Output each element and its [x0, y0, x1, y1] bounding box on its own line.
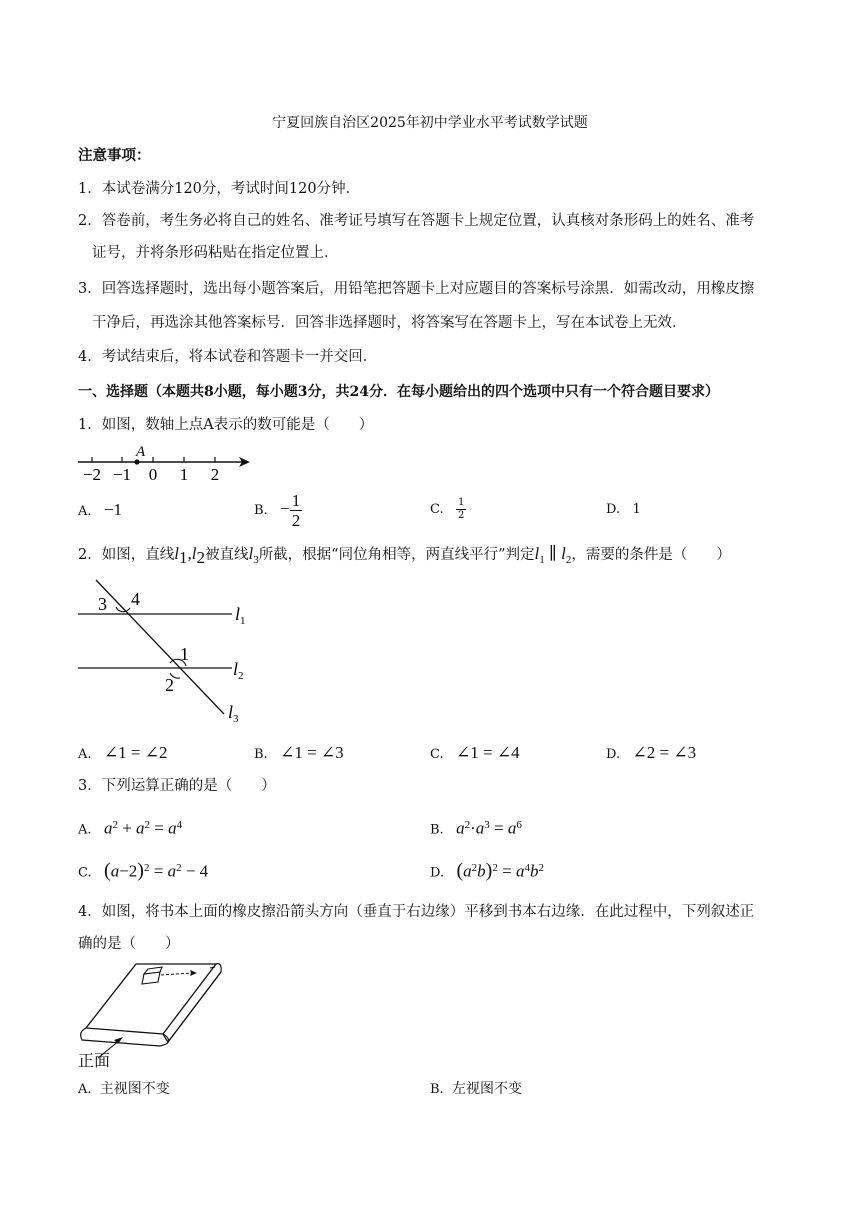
q4-stem-line1: 4．如图，将书本上面的橡皮擦沿箭头方向（垂直于右边缘）平移到书本右边缘．在此过程中，下列叙述正 [78, 904, 755, 920]
fraction: $\frac{1}{2}$ [291, 491, 301, 530]
angle-3-label: 3 [98, 594, 107, 614]
angle-4-label: 4 [131, 589, 140, 609]
tick-label: −1 [112, 465, 132, 484]
q1-option-a: A. −1 [78, 500, 123, 519]
q1-option-c: C. $\frac{1}{2}$ [430, 497, 465, 521]
tick-label: 1 [179, 465, 189, 484]
q2-stem: 2．如图，直线$l_1,l_2$被直线$l_3$所截，根据“同位角相等，两直线平行”判定$l_1$ ∥ $l_2$，需要的条件是（ ） [78, 544, 731, 567]
parallel-lines-figure [76, 574, 256, 729]
q2-option-c: C. ∠1 = ∠4 [430, 743, 520, 762]
q1-option-b: B. − $\frac{1}{2}$ [254, 491, 301, 530]
q3-option-c: C. $(a-2)^2 = a^2 - 4$ [78, 859, 209, 882]
number-line-figure [76, 440, 256, 485]
q1-option-d: D. 1 [606, 502, 641, 517]
tick-label: −2 [82, 465, 102, 484]
notice-item-2-cont: 证号，并将条形码粘贴在指定位置上． [92, 245, 339, 261]
notice-item-3: 3．回答选择题时，选出每小题答案后，用铅笔把答题卡上对应题目的答案标号涂黑．如需改动，用橡皮擦 [78, 281, 755, 297]
point-a [134, 459, 139, 464]
q2-option-a: A. ∠1 = ∠2 [78, 743, 168, 762]
line-l2-label: $l_2$ [233, 659, 244, 682]
q3-option-d: D. $(a^2b)^2 = a^4b^2$ [430, 859, 544, 882]
notice-item-1: 1．本试卷满分120分，考试时间120分钟． [78, 181, 361, 197]
q3-option-a: A. $a^2 + a^2 = a^4$ [78, 818, 183, 838]
notice-item-4: 4．考试结束后，将本试卷和答题卡一并交回． [78, 349, 378, 365]
exam-title: 宁夏回族自治区2025年初中学业水平考试数学试题 [272, 115, 588, 131]
q1-stem: 1．如图，数轴上点A表示的数可能是（ ） [78, 417, 374, 433]
q4-option-a: A. 主视图不变 [78, 1081, 170, 1097]
q3-option-b: B. $a^2\cdot a^3 = a^6$ [430, 818, 522, 838]
point-a-label: A [136, 444, 146, 460]
angle-1-label: 1 [180, 644, 189, 664]
q4-option-b: B. 左视图不变 [430, 1081, 522, 1097]
notice-item-3-cont: 干净后，再选涂其他答案标号．回答非选择题时，将答案写在答题卡上，写在本试卷上无效． [92, 315, 687, 331]
line-l1-label: $l_1$ [235, 604, 246, 627]
q3-stem: 3．下列运算正确的是（ ） [78, 778, 276, 794]
fraction: $\frac{1}{2}$ [458, 497, 465, 521]
notice-item-2: 2．答卷前，考生务必将自己的姓名、准考证号填写在答题卡上规定位置，认真核对条形码上的姓名、准考 [78, 213, 755, 229]
angle-2-label: 2 [165, 675, 174, 695]
line-l3-label: $l_3$ [228, 702, 239, 725]
q4-stem-line2: 确的是（ ） [78, 936, 180, 952]
q2-option-d: D. ∠2 = ∠3 [606, 743, 697, 762]
tick-label: 0 [148, 465, 158, 484]
tick-label: 2 [210, 465, 220, 484]
q2-option-b: B. ∠1 = ∠3 [254, 743, 344, 762]
front-face-label: 正面 [78, 1051, 111, 1070]
section-heading: 一、选择题（本题共8小题，每小题3分，共24分．在每小题给出的四个选项中只有一个符合题目要求） [78, 384, 719, 400]
notice-heading: 注意事项： [78, 147, 151, 164]
